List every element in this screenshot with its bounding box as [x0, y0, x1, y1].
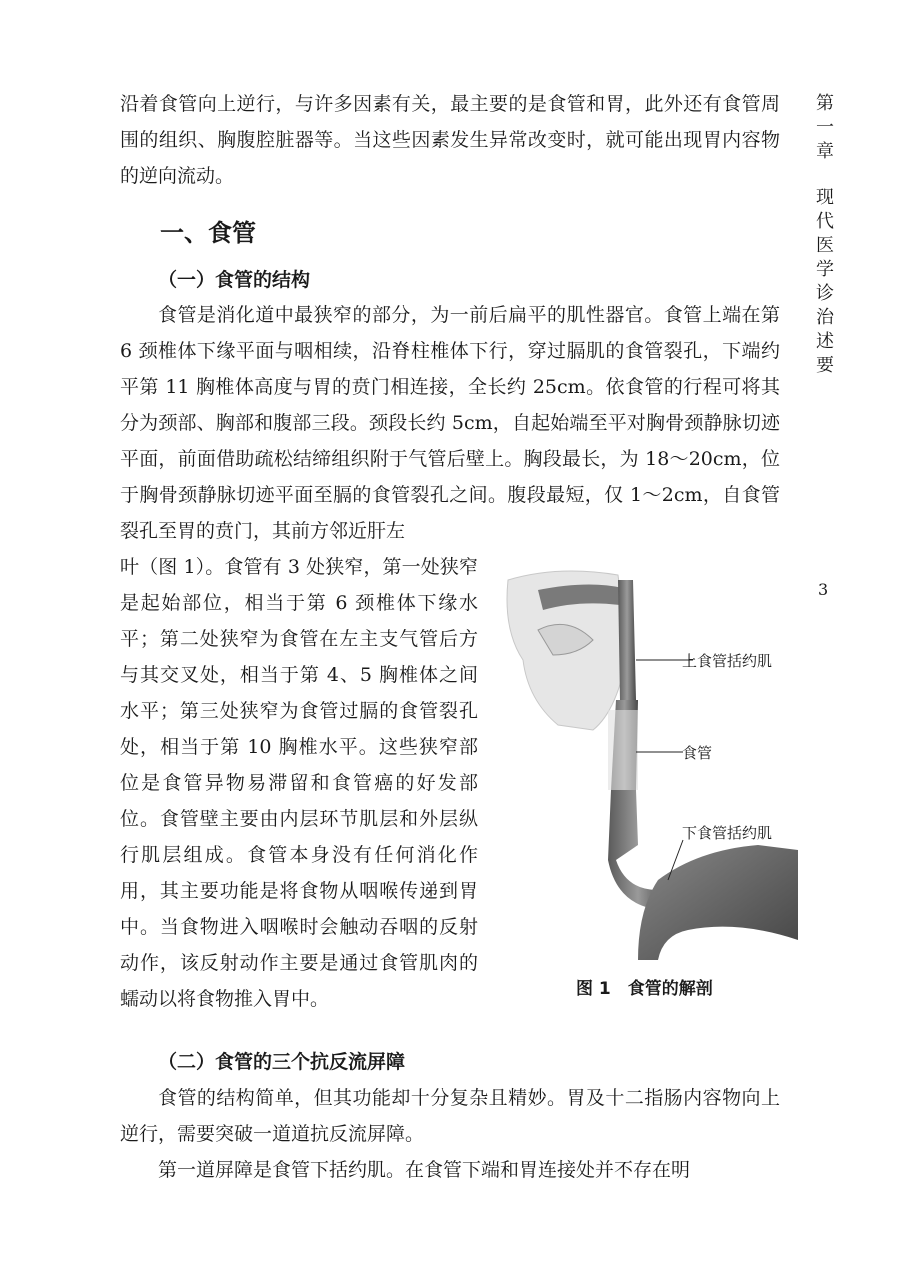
barrier-paragraph-1: 食管的结构简单，但其功能却十分复杂且精妙。胃及十二指肠内容物向上逆行，需要突破一道道抗反流屏障。 — [120, 1087, 780, 1145]
section-heading: 一、食管 — [160, 219, 256, 247]
esophagus-segment — [608, 710, 638, 790]
stomach — [638, 845, 798, 960]
label-lower-sphincter: 下食管括约肌 — [682, 824, 773, 842]
structure-paragraph: 食管是消化道中最狭窄的部分，为一前后扁平的肌性器官。食管上端在第 6 颈椎体下缘平面与咽相续，沿脊柱椎体下行，穿过膈肌的食管裂孔，下端约平第 11 胸椎体高度与胃的贲门相连接，全长约 25cm。依食管的行程可将其分为颈部、胸部和腹部三段。颈段长约 5cm，自起始端至平对胸骨颈静脉切迹平面，前面借助疏松结缔组织附于气管后壁上。胸段最长，为 18～20cm，位于胸骨颈静脉切迹平面至膈的食管裂孔之间。腹段最短，仅 1～2cm，自食管裂孔至胃的贲门，其前方邻近肝左 — [120, 304, 780, 542]
intro-paragraph: 沿着食管向上逆行，与许多因素有关，最主要的是食管和胃，此外还有食管周围的组织、胸腹腔脏器等。当这些因素发生异常改变时，就可能出现胃内容物的逆向流动。 — [120, 93, 780, 187]
chapter-title: 现代医学诊治述要 — [816, 187, 834, 376]
barrier-paragraph-2: 第一道屏障是食管下括约肌。在食管下端和胃连接处并不存在明 — [158, 1159, 691, 1181]
subsection-heading-barriers: （二）食管的三个抗反流屏障 — [158, 1051, 406, 1073]
pharynx — [618, 580, 636, 700]
narrowing-paragraph: 叶（图 1）。食管有 3 处狭窄，第一处狭窄是起始部位，相当于第 6 颈椎体下缘水平；第二处狭窄为食管在左主支气管后方与其交叉处，相当于第 4、5 胸椎体之间水平；第三处狭窄为食管过膈的食管裂孔处，相当于第 10 胸椎水平。这些狭窄部位是食管异物易滞留和食管癌的好发部位。食管壁主要由内层环节肌层和外层纵行肌层组成。食管本身没有任何消化作用，其主要功能是将食物从咽喉传递到胃中。当食物进入咽喉时会触动吞咽的反射动作，该反射动作主要是通过食管肌肉的蠕动以将食物推入胃中。 — [120, 556, 478, 1010]
figure-caption: 图 1 食管的解剖 — [576, 979, 713, 999]
page-number: 3 — [818, 580, 829, 599]
label-esophagus: 食管 — [682, 744, 713, 762]
chapter-side-heading — [812, 92, 838, 378]
chapter-label: 第一章 — [816, 93, 834, 162]
esophagus-diagram — [498, 560, 798, 960]
esophagus-anatomy-figure — [498, 560, 798, 960]
subsection-heading-structure: （一）食管的结构 — [158, 269, 311, 291]
label-upper-sphincter: 上食管括约肌 — [682, 652, 773, 670]
